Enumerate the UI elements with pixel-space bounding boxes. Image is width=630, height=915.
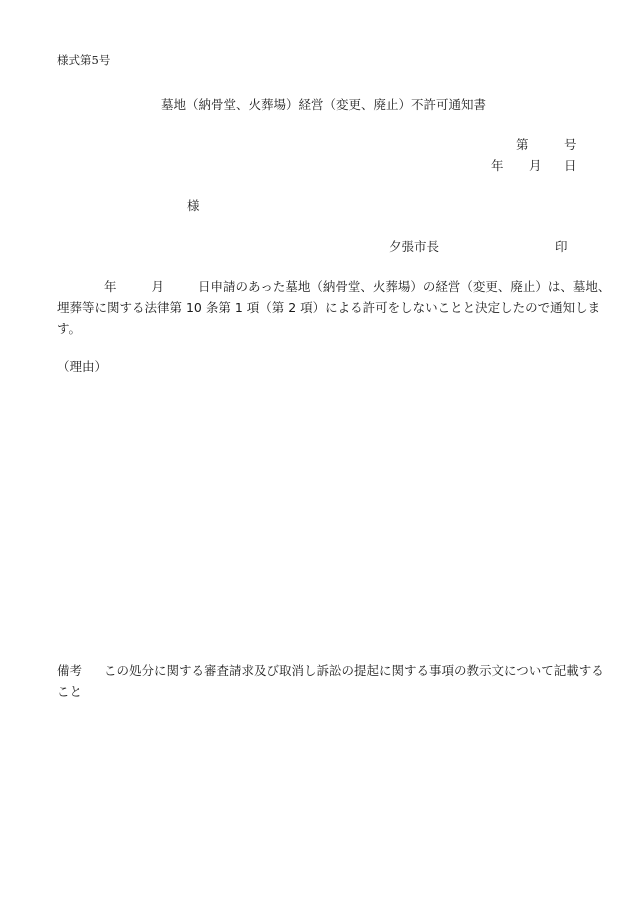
body-line-2: 埋葬等に関する法律第 10 条第 1 項（第 2 項）による許可をしないことと決定したので通知しま [57, 300, 601, 315]
date-month-label: 月 [529, 158, 542, 173]
document-number-suffix: 号 [564, 137, 577, 152]
date-day-label: 日 [564, 158, 577, 173]
body-line-1 [57, 276, 611, 297]
body-line-1-text: 日申請のあった墓地（納骨堂、火葬場）の経営（変更、廃止）は、墓地、 [198, 279, 611, 294]
reason-label: （理由） [57, 359, 108, 374]
issuer-name: 夕張市長 [389, 239, 440, 254]
note-label: 備考 [57, 663, 83, 678]
body-month-label: 月 [151, 279, 165, 294]
body-line-3: す。 [57, 321, 82, 336]
form-number: 様式第5号 [57, 53, 111, 67]
document-number-prefix: 第 [516, 137, 529, 152]
note-text [57, 660, 604, 702]
note-line-2: こと [57, 684, 83, 699]
note-line-1 [57, 660, 604, 681]
body-year-label: 年 [104, 279, 117, 294]
body-text [57, 276, 611, 339]
addressee-honorific: 様 [187, 198, 200, 213]
note-line-1-text: この処分に関する審査請求及び取消し訴訟の提起に関する事項の教示文について記載する [104, 663, 604, 678]
document-title: 墓地（納骨堂、火葬場）経営（変更、廃止）不許可通知書 [161, 97, 487, 112]
issuer-seal: 印 [555, 239, 568, 254]
date-year-label: 年 [491, 158, 504, 173]
